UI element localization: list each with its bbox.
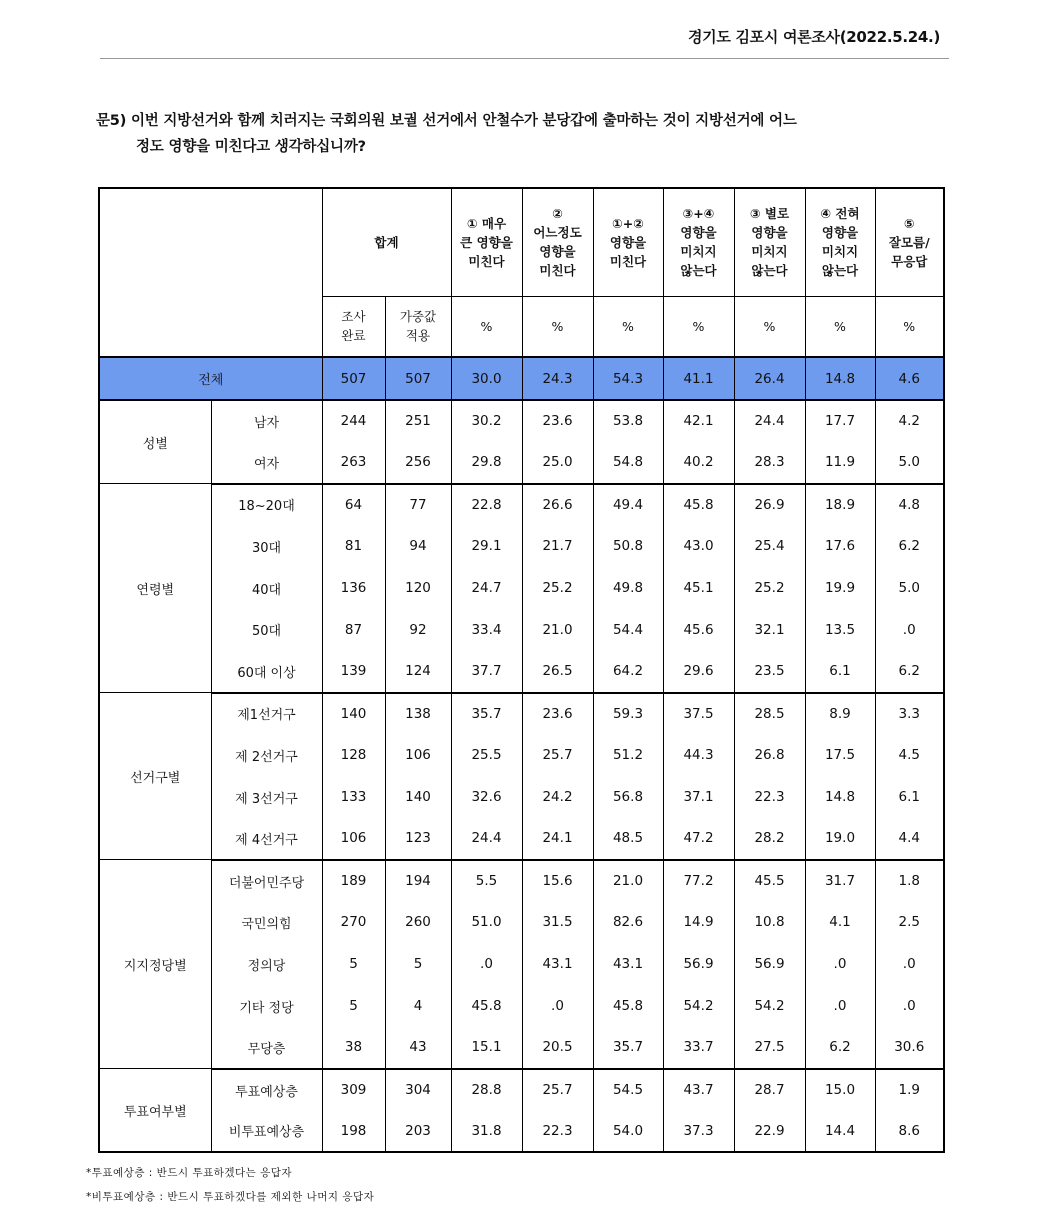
- value-cell: 38: [322, 1027, 385, 1069]
- value-cell: 35.7: [451, 693, 522, 735]
- value-cell: .0: [875, 985, 944, 1027]
- value-cell: 304: [385, 1069, 451, 1111]
- value-cell: 106: [322, 818, 385, 860]
- value-cell: 6.1: [805, 651, 875, 693]
- value-cell: 45.8: [663, 484, 734, 526]
- value-cell: 21.0: [522, 609, 593, 651]
- value-cell: 64: [322, 484, 385, 526]
- value-cell: 4.2: [875, 400, 944, 442]
- pct-unit: %: [734, 296, 805, 357]
- value-cell: 92: [385, 609, 451, 651]
- footnote-non-voters: *비투표예상층 : 반드시 투표하겠다를 제외한 나머지 응답자: [86, 1191, 375, 1203]
- value-cell: 30.6: [875, 1027, 944, 1069]
- value-cell: 5.0: [875, 442, 944, 484]
- value-cell: 5: [322, 985, 385, 1027]
- value-cell: 26.4: [734, 357, 805, 400]
- total-label: 전체: [99, 357, 322, 400]
- value-cell: 32.6: [451, 776, 522, 818]
- value-cell: 37.5: [663, 693, 734, 735]
- value-cell: 22.8: [451, 484, 522, 526]
- row-label: 제 2선거구: [211, 734, 322, 776]
- value-cell: .0: [875, 609, 944, 651]
- value-cell: 14.8: [805, 357, 875, 400]
- value-cell: 54.2: [663, 985, 734, 1027]
- col-header-somewhat: ② 어느정도 영향을 미친다: [522, 188, 593, 296]
- value-cell: 49.4: [593, 484, 663, 526]
- value-cell: 77.2: [663, 860, 734, 902]
- value-cell: 123: [385, 818, 451, 860]
- value-cell: 4.4: [875, 818, 944, 860]
- value-cell: 309: [322, 1069, 385, 1111]
- pct-unit: %: [451, 296, 522, 357]
- value-cell: 54.8: [593, 442, 663, 484]
- value-cell: 28.8: [451, 1069, 522, 1111]
- value-cell: 203: [385, 1111, 451, 1153]
- value-cell: 5.5: [451, 860, 522, 902]
- value-cell: 22.9: [734, 1111, 805, 1153]
- value-cell: .0: [451, 943, 522, 985]
- value-cell: 54.4: [593, 609, 663, 651]
- row-label: 여자: [211, 442, 322, 484]
- table-row: [99, 860, 944, 902]
- value-cell: 17.5: [805, 734, 875, 776]
- value-cell: 33.4: [451, 609, 522, 651]
- col-header-not-affect-sum: ③+④ 영향을 미치지 않는다: [663, 188, 734, 296]
- value-cell: 31.8: [451, 1111, 522, 1153]
- value-cell: 194: [385, 860, 451, 902]
- value-cell: 50.8: [593, 525, 663, 567]
- value-cell: 26.8: [734, 734, 805, 776]
- value-cell: 51.0: [451, 902, 522, 944]
- question-line-2: 정도 영향을 미친다고 생각하십니까?: [136, 139, 366, 155]
- table-row: [99, 985, 944, 1027]
- question-text: [96, 108, 956, 160]
- value-cell: 31.5: [522, 902, 593, 944]
- table-row: [99, 902, 944, 944]
- table-row: [99, 818, 944, 860]
- value-cell: 2.5: [875, 902, 944, 944]
- value-cell: 28.7: [734, 1069, 805, 1111]
- value-cell: 4.1: [805, 902, 875, 944]
- col-header-weighted: 가중값 적용: [385, 296, 451, 357]
- value-cell: 21.0: [593, 860, 663, 902]
- total-row: [99, 357, 944, 400]
- value-cell: 1.9: [875, 1069, 944, 1111]
- row-label: 투표예상층: [211, 1069, 322, 1111]
- value-cell: 29.8: [451, 442, 522, 484]
- table-row: [99, 484, 944, 526]
- question-line-1: 문5) 이번 지방선거와 함께 치러지는 국회의원 보궐 선거에서 안철수가 분당갑에 출마하는 것이 지방선거에 어느: [96, 113, 797, 129]
- value-cell: 136: [322, 567, 385, 609]
- table-row: [99, 693, 944, 735]
- row-label: 국민의힘: [211, 902, 322, 944]
- value-cell: 42.1: [663, 400, 734, 442]
- value-cell: 6.2: [805, 1027, 875, 1069]
- value-cell: 6.1: [875, 776, 944, 818]
- header-divider: [100, 58, 949, 59]
- value-cell: 4: [385, 985, 451, 1027]
- value-cell: 51.2: [593, 734, 663, 776]
- value-cell: 507: [385, 357, 451, 400]
- table-row: [99, 776, 944, 818]
- col-header-total: 합계: [322, 188, 451, 296]
- value-cell: 14.4: [805, 1111, 875, 1153]
- footnotes: [86, 1161, 374, 1209]
- value-cell: 10.8: [734, 902, 805, 944]
- value-cell: 45.6: [663, 609, 734, 651]
- value-cell: 189: [322, 860, 385, 902]
- value-cell: 8.9: [805, 693, 875, 735]
- value-cell: 26.9: [734, 484, 805, 526]
- value-cell: 77: [385, 484, 451, 526]
- pct-unit: %: [593, 296, 663, 357]
- value-cell: 23.6: [522, 400, 593, 442]
- report-title: 경기도 김포시 여론조사(2022.5.24.): [687, 28, 940, 46]
- value-cell: 24.7: [451, 567, 522, 609]
- table-row: [99, 1111, 944, 1153]
- value-cell: 48.5: [593, 818, 663, 860]
- value-cell: 6.2: [875, 651, 944, 693]
- value-cell: 25.5: [451, 734, 522, 776]
- value-cell: 56.8: [593, 776, 663, 818]
- value-cell: 35.7: [593, 1027, 663, 1069]
- row-label: 제1선거구: [211, 693, 322, 735]
- value-cell: 94: [385, 525, 451, 567]
- corner-cell: [99, 188, 322, 357]
- value-cell: 198: [322, 1111, 385, 1153]
- value-cell: 28.2: [734, 818, 805, 860]
- value-cell: 49.8: [593, 567, 663, 609]
- value-cell: 1.8: [875, 860, 944, 902]
- value-cell: 244: [322, 400, 385, 442]
- value-cell: 26.6: [522, 484, 593, 526]
- value-cell: 15.6: [522, 860, 593, 902]
- value-cell: 25.4: [734, 525, 805, 567]
- group-label: 연령별: [99, 484, 211, 693]
- value-cell: 44.3: [663, 734, 734, 776]
- value-cell: 19.0: [805, 818, 875, 860]
- row-label: 정의당: [211, 943, 322, 985]
- value-cell: 56.9: [663, 943, 734, 985]
- value-cell: 82.6: [593, 902, 663, 944]
- value-cell: 251: [385, 400, 451, 442]
- value-cell: 37.1: [663, 776, 734, 818]
- value-cell: 256: [385, 442, 451, 484]
- table-row: [99, 1027, 944, 1069]
- value-cell: 29.1: [451, 525, 522, 567]
- value-cell: 6.2: [875, 525, 944, 567]
- value-cell: 30.2: [451, 400, 522, 442]
- row-label: 40대: [211, 567, 322, 609]
- value-cell: 24.3: [522, 357, 593, 400]
- value-cell: 30.0: [451, 357, 522, 400]
- value-cell: 5: [322, 943, 385, 985]
- table-row: [99, 734, 944, 776]
- value-cell: 54.2: [734, 985, 805, 1027]
- value-cell: 43.0: [663, 525, 734, 567]
- value-cell: 45.5: [734, 860, 805, 902]
- value-cell: 25.0: [522, 442, 593, 484]
- value-cell: 56.9: [734, 943, 805, 985]
- group-label: 성별: [99, 400, 211, 484]
- pct-unit: %: [875, 296, 944, 357]
- value-cell: 25.7: [522, 1069, 593, 1111]
- value-cell: 25.7: [522, 734, 593, 776]
- value-cell: 24.4: [734, 400, 805, 442]
- value-cell: 124: [385, 651, 451, 693]
- value-cell: 18.9: [805, 484, 875, 526]
- value-cell: 4.6: [875, 357, 944, 400]
- table-row: [99, 651, 944, 693]
- value-cell: 8.6: [875, 1111, 944, 1153]
- group-label: 투표여부별: [99, 1069, 211, 1153]
- pct-unit: %: [805, 296, 875, 357]
- value-cell: 26.5: [522, 651, 593, 693]
- value-cell: 81: [322, 525, 385, 567]
- pct-unit: %: [663, 296, 734, 357]
- value-cell: 11.9: [805, 442, 875, 484]
- value-cell: .0: [875, 943, 944, 985]
- value-cell: 25.2: [734, 567, 805, 609]
- value-cell: 15.0: [805, 1069, 875, 1111]
- value-cell: 54.5: [593, 1069, 663, 1111]
- row-label: 비투표예상층: [211, 1111, 322, 1153]
- row-label: 기타 정당: [211, 985, 322, 1027]
- row-label: 남자: [211, 400, 322, 442]
- value-cell: 23.6: [522, 693, 593, 735]
- col-header-completed: 조사 완료: [322, 296, 385, 357]
- value-cell: 33.7: [663, 1027, 734, 1069]
- value-cell: 22.3: [522, 1111, 593, 1153]
- group-label: 지지정당별: [99, 860, 211, 1069]
- value-cell: 45.8: [451, 985, 522, 1027]
- footnote-voters: *투표예상층 : 반드시 투표하겠다는 응답자: [86, 1167, 293, 1179]
- value-cell: 5: [385, 943, 451, 985]
- value-cell: 43.1: [593, 943, 663, 985]
- value-cell: 128: [322, 734, 385, 776]
- value-cell: 3.3: [875, 693, 944, 735]
- value-cell: 5.0: [875, 567, 944, 609]
- value-cell: 260: [385, 902, 451, 944]
- value-cell: 139: [322, 651, 385, 693]
- row-label: 더불어민주당: [211, 860, 322, 902]
- value-cell: 43.1: [522, 943, 593, 985]
- value-cell: 24.4: [451, 818, 522, 860]
- pct-unit: %: [522, 296, 593, 357]
- table-row: [99, 567, 944, 609]
- value-cell: 22.3: [734, 776, 805, 818]
- value-cell: 28.5: [734, 693, 805, 735]
- value-cell: 59.3: [593, 693, 663, 735]
- value-cell: 270: [322, 902, 385, 944]
- value-cell: 507: [322, 357, 385, 400]
- value-cell: 14.9: [663, 902, 734, 944]
- value-cell: 43.7: [663, 1069, 734, 1111]
- value-cell: 15.1: [451, 1027, 522, 1069]
- survey-table: [98, 187, 945, 1153]
- col-header-not-much: ③ 별로 영향을 미치지 않는다: [734, 188, 805, 296]
- value-cell: .0: [805, 985, 875, 1027]
- row-label: 제 4선거구: [211, 818, 322, 860]
- value-cell: 29.6: [663, 651, 734, 693]
- value-cell: 138: [385, 693, 451, 735]
- table-row: [99, 525, 944, 567]
- value-cell: 19.9: [805, 567, 875, 609]
- value-cell: 4.8: [875, 484, 944, 526]
- value-cell: 133: [322, 776, 385, 818]
- value-cell: 40.2: [663, 442, 734, 484]
- value-cell: 54.3: [593, 357, 663, 400]
- value-cell: 37.3: [663, 1111, 734, 1153]
- value-cell: 45.1: [663, 567, 734, 609]
- col-header-dont-know: ⑤ 잘모름/ 무응답: [875, 188, 944, 296]
- col-header-affect-sum: ①+② 영향을 미친다: [593, 188, 663, 296]
- table-row: [99, 1069, 944, 1111]
- value-cell: 25.2: [522, 567, 593, 609]
- value-cell: 31.7: [805, 860, 875, 902]
- table-row: [99, 943, 944, 985]
- value-cell: .0: [522, 985, 593, 1027]
- value-cell: 37.7: [451, 651, 522, 693]
- value-cell: 4.5: [875, 734, 944, 776]
- value-cell: 106: [385, 734, 451, 776]
- table-row: [99, 400, 944, 442]
- value-cell: 27.5: [734, 1027, 805, 1069]
- group-label: 선거구별: [99, 693, 211, 860]
- value-cell: 32.1: [734, 609, 805, 651]
- value-cell: 87: [322, 609, 385, 651]
- table-row: [99, 609, 944, 651]
- col-header-very-much: ① 매우 큰 영향을 미친다: [451, 188, 522, 296]
- value-cell: 54.0: [593, 1111, 663, 1153]
- value-cell: 14.8: [805, 776, 875, 818]
- value-cell: 17.6: [805, 525, 875, 567]
- value-cell: 263: [322, 442, 385, 484]
- value-cell: 23.5: [734, 651, 805, 693]
- value-cell: 47.2: [663, 818, 734, 860]
- value-cell: 20.5: [522, 1027, 593, 1069]
- value-cell: 41.1: [663, 357, 734, 400]
- value-cell: 53.8: [593, 400, 663, 442]
- value-cell: 13.5: [805, 609, 875, 651]
- value-cell: 140: [385, 776, 451, 818]
- value-cell: .0: [805, 943, 875, 985]
- value-cell: 28.3: [734, 442, 805, 484]
- row-label: 60대 이상: [211, 651, 322, 693]
- value-cell: 140: [322, 693, 385, 735]
- table-row: [99, 442, 944, 484]
- value-cell: 17.7: [805, 400, 875, 442]
- value-cell: 24.2: [522, 776, 593, 818]
- col-header-not-at-all: ④ 전혀 영향을 미치지 않는다: [805, 188, 875, 296]
- value-cell: 43: [385, 1027, 451, 1069]
- row-label: 제 3선거구: [211, 776, 322, 818]
- row-label: 무당층: [211, 1027, 322, 1069]
- value-cell: 120: [385, 567, 451, 609]
- value-cell: 21.7: [522, 525, 593, 567]
- value-cell: 24.1: [522, 818, 593, 860]
- value-cell: 45.8: [593, 985, 663, 1027]
- row-label: 30대: [211, 525, 322, 567]
- row-label: 50대: [211, 609, 322, 651]
- value-cell: 64.2: [593, 651, 663, 693]
- row-label: 18~20대: [211, 484, 322, 526]
